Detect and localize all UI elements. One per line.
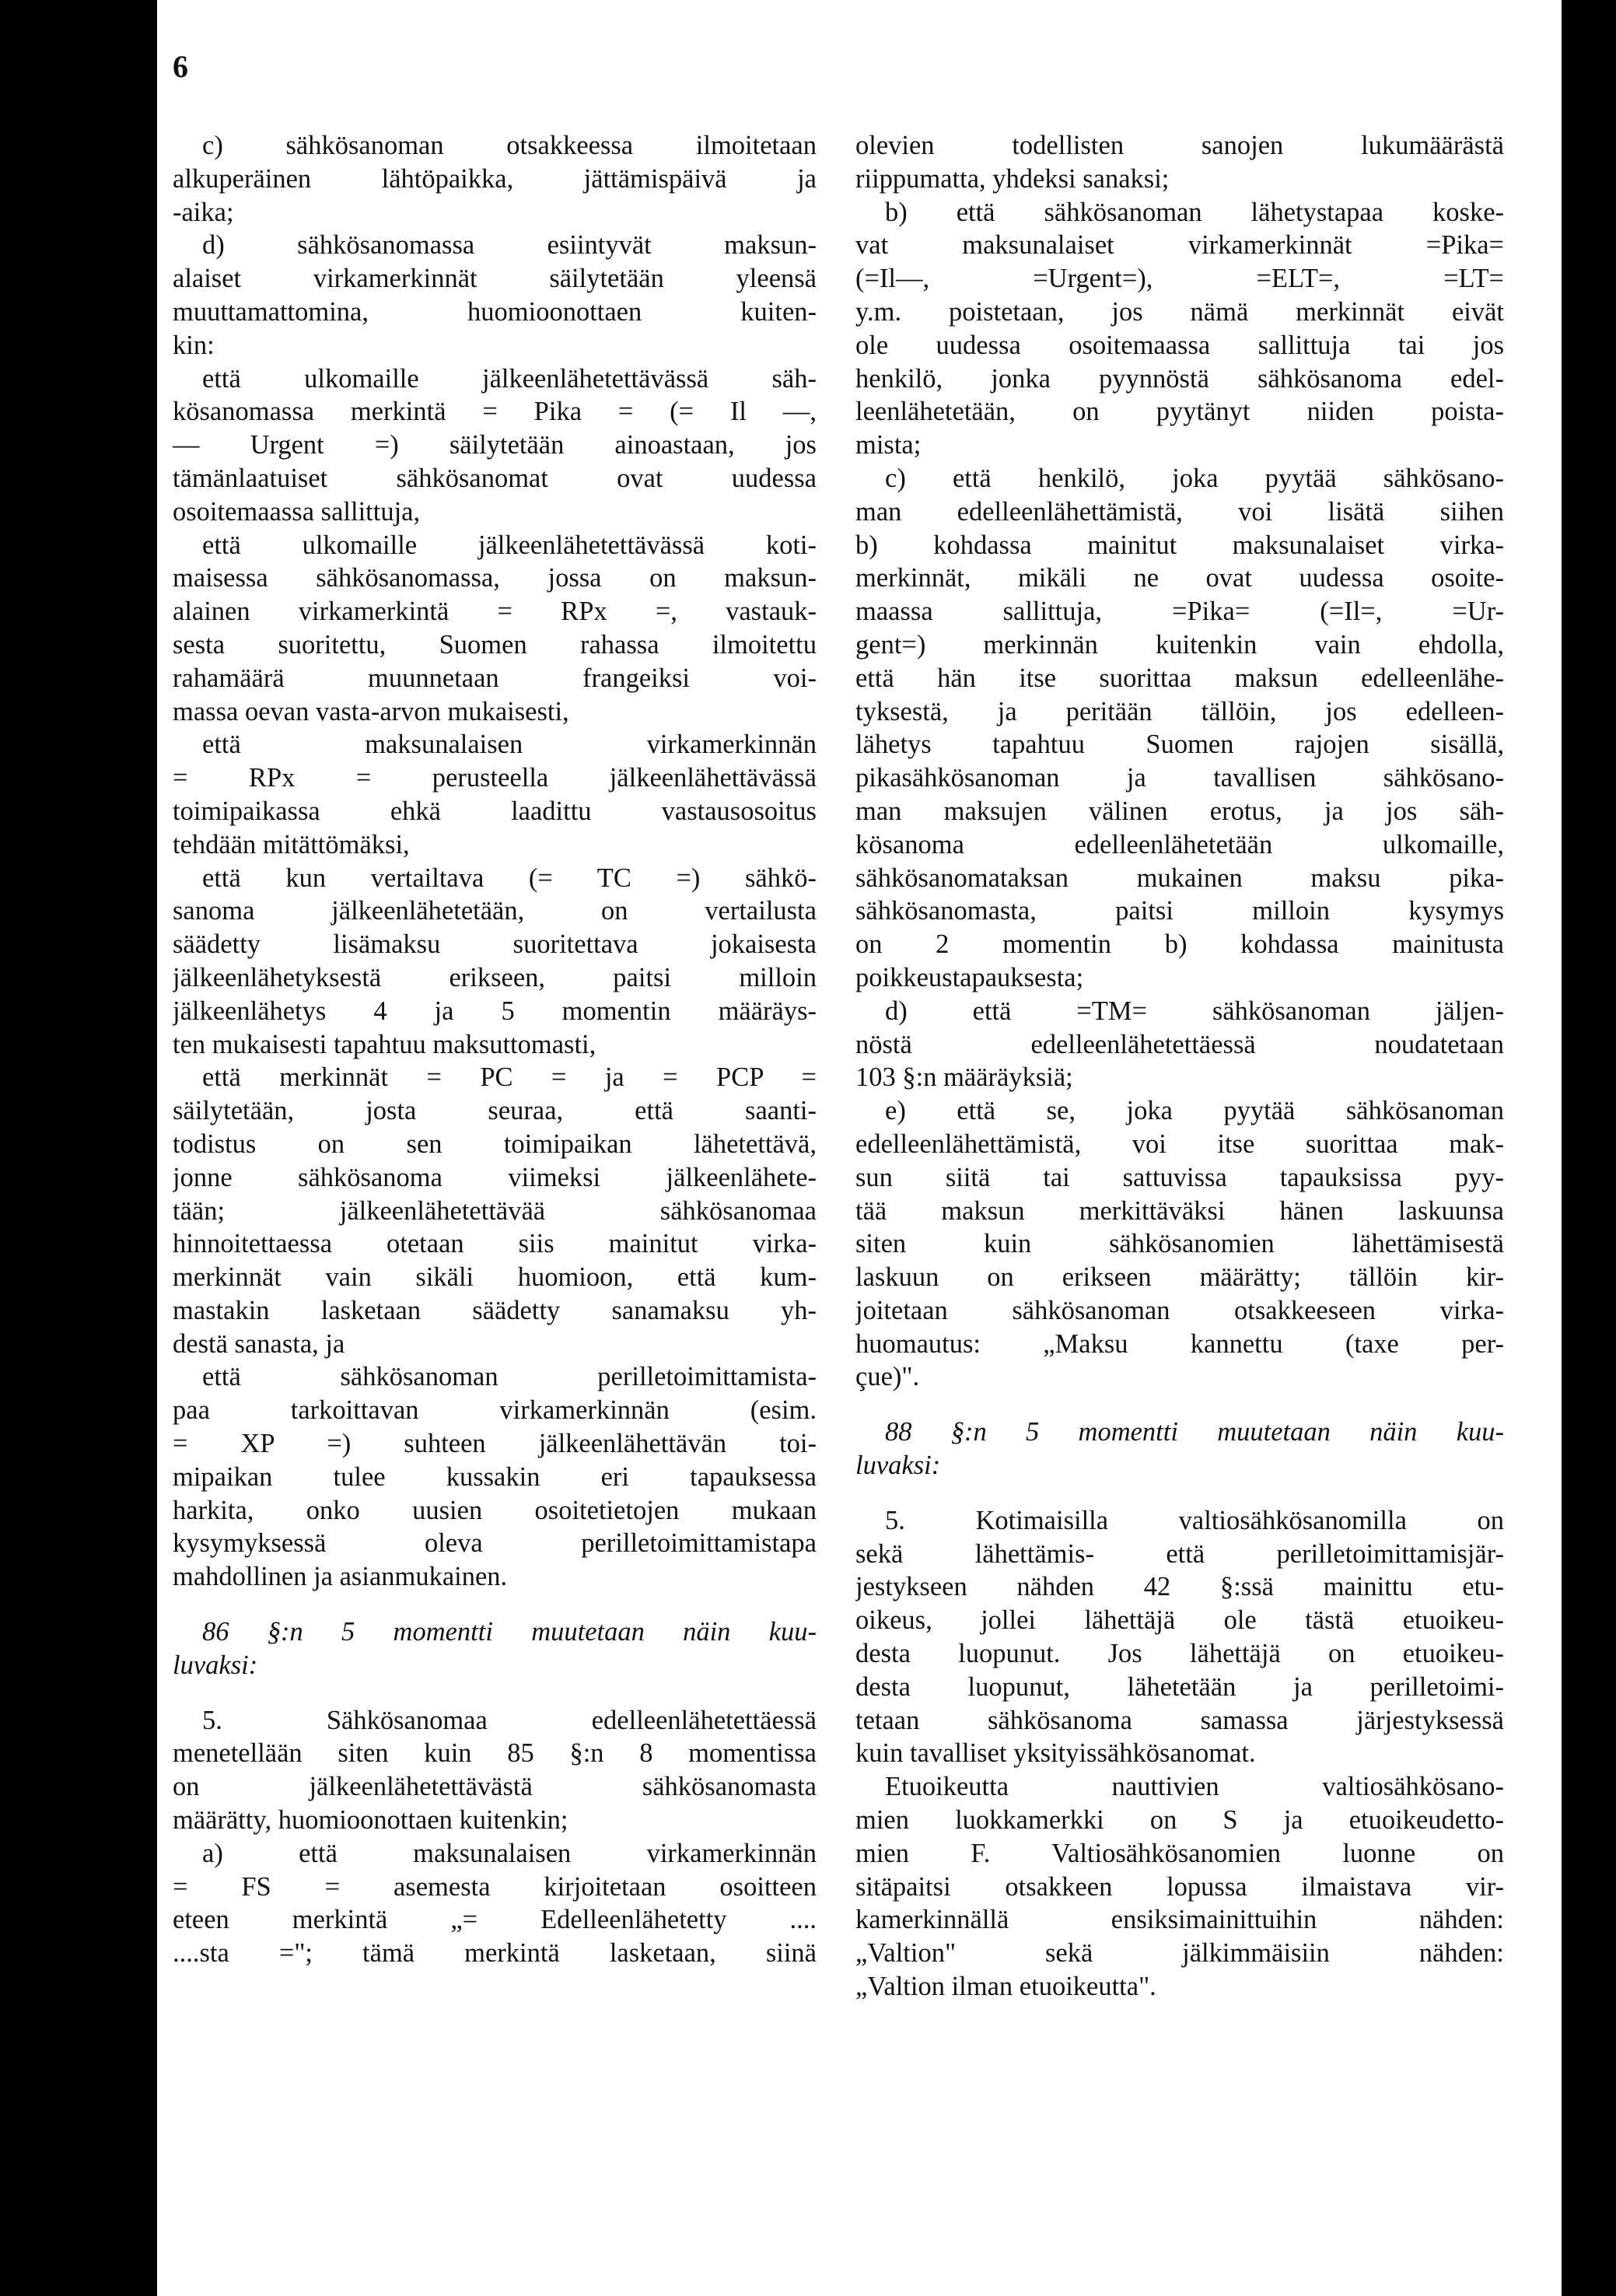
text-line: tetaan sähkösanoma samassa järjestyksessä xyxy=(855,1705,1504,1735)
text-line: c) sähkösanoman otsakkeessa ilmoitetaan xyxy=(202,131,817,160)
paragraph-gap xyxy=(173,1594,817,1615)
text-line: Etuoikeutta nauttivien valtiosähkösano- xyxy=(885,1772,1504,1802)
text-line: 5. Sähkösanomaa edelleenlähetettäessä xyxy=(202,1705,817,1735)
text-line: sähkösanomataksan mukainen maksu pika- xyxy=(855,863,1504,893)
text-line: e) että se, joka pyytää sähkösanoman xyxy=(885,1096,1504,1126)
text-line: man edelleenlähettämistä, voi lisätä siihen xyxy=(855,496,1504,527)
text-line: desta luopunut, lähetetään ja perilletoimi- xyxy=(855,1671,1504,1702)
paragraph-gap xyxy=(855,1394,1504,1416)
text-line: olevien todellisten sanojen lukumäärästä xyxy=(855,131,1504,160)
page-number: 6 xyxy=(173,49,188,84)
text-line: harkita, onko uusien osoitetietojen mukaan xyxy=(173,1495,817,1525)
scan-border-left xyxy=(0,0,157,2296)
text-line: että maksunalaisen virkamerkinnän xyxy=(202,730,817,760)
text-line: tämänlaatuiset sähkösanomat ovat uudessa xyxy=(173,463,817,493)
text-line: eteen merkintä „= Edelleenlähetetty .... xyxy=(173,1905,817,1935)
text-line: huomautus: „Maksu kannettu (taxe per- xyxy=(855,1328,1504,1359)
section-heading-line: 88 §:n 5 momentti muutetaan näin kuu- xyxy=(885,1417,1504,1447)
text-line: lähetys tapahtuu Suomen rajojen sisällä, xyxy=(855,730,1504,760)
text-line: säilytetään, josta seuraa, että saanti- xyxy=(173,1096,817,1126)
text-line: mahdollinen ja asianmukainen. xyxy=(173,1562,508,1592)
text-line: että sähkösanoman perilletoimittamista- xyxy=(202,1362,817,1392)
text-line: gent=) merkinnän kuitenkin vain ehdolla, xyxy=(855,629,1504,660)
left-text-column xyxy=(173,129,817,1970)
text-line: tehdään mitättömäksi, xyxy=(173,829,410,859)
text-line: ole uudessa osoitemaassa sallittuja tai jos xyxy=(855,330,1504,360)
text-line: kamerkinnällä ensiksimainittuihin nähden: xyxy=(855,1905,1504,1935)
text-line: menetellään siten kuin 85 §:n 8 momentissa xyxy=(173,1738,817,1769)
text-line: säädetty lisämaksu suoritettava jokaisesta xyxy=(173,929,817,960)
text-line: nöstä edelleenlähetettäessä noudatetaan xyxy=(855,1029,1504,1059)
text-line: = FS = asemesta kirjoitetaan osoitteen xyxy=(173,1871,817,1902)
text-line: ten mukaisesti tapahtuu maksuttomasti, xyxy=(173,1029,596,1059)
text-line: kuin tavalliset yksityissähkösanomat. xyxy=(855,1738,1256,1769)
text-line: a) että maksunalaisen virkamerkinnän xyxy=(202,1838,817,1868)
text-line: sekä lähettämis- että perilletoimittamisjär- xyxy=(855,1538,1504,1569)
text-line: jälkeenlähetyksestä erikseen, paitsi milloin xyxy=(173,962,817,992)
text-line: on jälkeenlähetettävästä sähkösanomasta xyxy=(173,1772,817,1802)
text-line: on 2 momentin b) kohdassa mainitusta xyxy=(855,929,1504,960)
text-line: maassa sallittuja, =Pika= (=Il=, =Ur- xyxy=(855,597,1504,627)
text-line: 5. Kotimaisilla valtiosähkösanomilla on xyxy=(885,1505,1504,1535)
scan-border-right xyxy=(1562,0,1616,2296)
text-line: että kun vertailtava (= TC =) sähkö- xyxy=(202,863,817,893)
text-line: todistus on sen toimipaikan lähetettävä, xyxy=(173,1129,817,1159)
text-line: mien luokkamerkki on S ja etuoikeudetto- xyxy=(855,1805,1504,1836)
text-line: çue)". xyxy=(855,1362,920,1392)
text-line: = RPx = perusteella jälkeenlähettävässä xyxy=(173,763,817,793)
text-line: mista; xyxy=(855,430,922,460)
text-line: ....sta ="; tämä merkintä lasketaan, siinä xyxy=(173,1938,817,1969)
text-line: jestykseen nähden 42 §:ssä mainittu etu- xyxy=(855,1572,1504,1602)
text-line: mipaikan tulee kussakin eri tapauksessa xyxy=(173,1461,817,1492)
text-line: „Valtion" sekä jälkimmäisiin nähden: xyxy=(855,1938,1504,1969)
section-heading-line: luvaksi: xyxy=(173,1650,258,1680)
text-line: merkinnät, mikäli ne ovat uudessa osoite- xyxy=(855,563,1504,593)
text-line: poikkeustapauksesta; xyxy=(855,962,1084,992)
text-line: että hän itse suorittaa maksun edelleenlähe- xyxy=(855,663,1504,693)
text-line: tää maksun merkittäväksi hänen laskuunsa xyxy=(855,1195,1504,1226)
text-line: man maksujen välinen erotus, ja jos säh- xyxy=(855,796,1504,826)
text-line: edelleenlähettämistä, voi itse suorittaa mak- xyxy=(855,1129,1504,1159)
text-line: y.m. poistetaan, jos nämä merkinnät eivät xyxy=(855,296,1504,327)
text-line: jälkeenlähetys 4 ja 5 momentin määräys- xyxy=(173,996,817,1026)
right-text-column xyxy=(855,129,1504,2004)
text-line: sun siitä tai sattuvissa tapauksissa pyy- xyxy=(855,1162,1504,1192)
text-line: — Urgent =) säilytetään ainoastaan, jos xyxy=(173,430,817,460)
text-line: että ulkomaille jälkeenlähetettävässä koti- xyxy=(202,530,817,560)
text-line: muuttamattomina, huomioonottaen kuiten- xyxy=(173,296,817,327)
text-line: jonne sähkösanoma viimeksi jälkeenlähete- xyxy=(173,1162,817,1192)
text-line: kin: xyxy=(173,330,215,360)
text-line: määrätty, huomioonottaen kuitenkin; xyxy=(173,1805,568,1836)
text-line: 103 §:n määräyksiä; xyxy=(855,1062,1073,1093)
text-line: oikeus, jollei lähettäjä ole tästä etuoikeu- xyxy=(855,1605,1504,1636)
text-line: mastakin lasketaan säädetty sanamaksu yh- xyxy=(173,1295,817,1325)
paragraph-gap xyxy=(173,1682,817,1704)
text-line: mien F. Valtiosähkösanomien luonne on xyxy=(855,1838,1504,1868)
text-line: sesta suoritettu, Suomen rahassa ilmoitettu xyxy=(173,629,817,660)
text-line: joitetaan sähkösanoman otsakkeeseen virka- xyxy=(855,1295,1504,1325)
text-line: sanoma jälkeenlähetetään, on vertailusta xyxy=(173,896,817,926)
text-line: laskuun on erikseen määrätty; tällöin kir- xyxy=(855,1262,1504,1293)
text-line: c) että henkilö, joka pyytää sähkösano- xyxy=(885,463,1504,493)
section-heading-line: luvaksi: xyxy=(855,1451,941,1481)
text-line: b) kohdassa mainitut maksunalaiset virka- xyxy=(855,530,1504,560)
text-line: kösanomassa merkintä = Pika = (= Il —, xyxy=(173,397,817,427)
text-line: kysymyksessä oleva perilletoimittamistapa xyxy=(173,1528,817,1559)
paragraph-gap xyxy=(855,1482,1504,1504)
text-line: desta luopunut. Jos lähettäjä on etuoikeu- xyxy=(855,1639,1504,1669)
text-line: alainen virkamerkintä = RPx =, vastauk- xyxy=(173,597,817,627)
text-line: pikasähkösanoman ja tavallisen sähkösano- xyxy=(855,763,1504,793)
text-line: riippumatta, yhdeksi sanaksi; xyxy=(855,163,1170,194)
text-line: b) että sähkösanoman lähetystapaa koske- xyxy=(885,197,1504,227)
text-line: leenlähetetään, on pyytänyt niiden poista- xyxy=(855,397,1504,427)
text-line: -aika; xyxy=(173,197,234,227)
text-line: merkinnät vain sikäli huomioon, että kum- xyxy=(173,1262,817,1293)
text-line: = XP =) suhteen jälkeenlähettävän toi- xyxy=(173,1429,817,1459)
text-line: että merkinnät = PC = ja = PCP = xyxy=(202,1062,817,1093)
section-heading-line: 86 §:n 5 momentti muutetaan näin kuu- xyxy=(202,1617,817,1647)
text-line: rahamäärä muunnetaan frangeiksi voi- xyxy=(173,663,817,693)
text-line: „Valtion ilman etuoikeutta". xyxy=(855,1972,1156,2002)
text-line: sähkösanomasta, paitsi milloin kysymys xyxy=(855,896,1504,926)
text-line: maisessa sähkösanomassa, jossa on maksun- xyxy=(173,563,817,593)
text-line: sitäpaitsi otsakkeen lopussa ilmaistava vir- xyxy=(855,1871,1504,1902)
text-line: osoitemaassa sallittuja, xyxy=(173,496,421,527)
text-line: vat maksunalaiset virkamerkinnät =Pika= xyxy=(855,230,1504,261)
text-line: hinnoitettaessa otetaan siis mainitut virka- xyxy=(173,1229,817,1259)
text-line: d) sähkösanomassa esiintyvät maksun- xyxy=(202,230,817,261)
text-line: siten kuin sähkösanomien lähettämisestä xyxy=(855,1229,1504,1259)
text-line: tään; jälkeenlähetettävää sähkösanomaa xyxy=(173,1195,817,1226)
text-line: d) että =TM= sähkösanoman jäljen- xyxy=(885,996,1504,1026)
text-line: (=Il—, =Urgent=), =ELT=, =LT= xyxy=(855,264,1504,294)
text-line: alkuperäinen lähtöpaikka, jättämispäivä ja xyxy=(173,163,817,194)
text-line: henkilö, jonka pyynnöstä sähkösanoma edel- xyxy=(855,363,1504,394)
text-line: alaiset virkamerkinnät säilytetään yleensä xyxy=(173,264,817,294)
text-line: että ulkomaille jälkeenlähetettävässä säh- xyxy=(202,363,817,394)
text-line: tyksestä, ja peritään tällöin, jos edelleen- xyxy=(855,696,1504,726)
text-line: kösanoma edelleenlähetetään ulkomaille, xyxy=(855,829,1504,859)
text-line: massa oevan vasta-arvon mukaisesti, xyxy=(173,696,569,726)
text-line: destä sanasta, ja xyxy=(173,1328,345,1359)
text-line: toimipaikassa ehkä laadittu vastausosoitus xyxy=(173,796,817,826)
text-line: paa tarkoittavan virkamerkinnän (esim. xyxy=(173,1395,817,1426)
